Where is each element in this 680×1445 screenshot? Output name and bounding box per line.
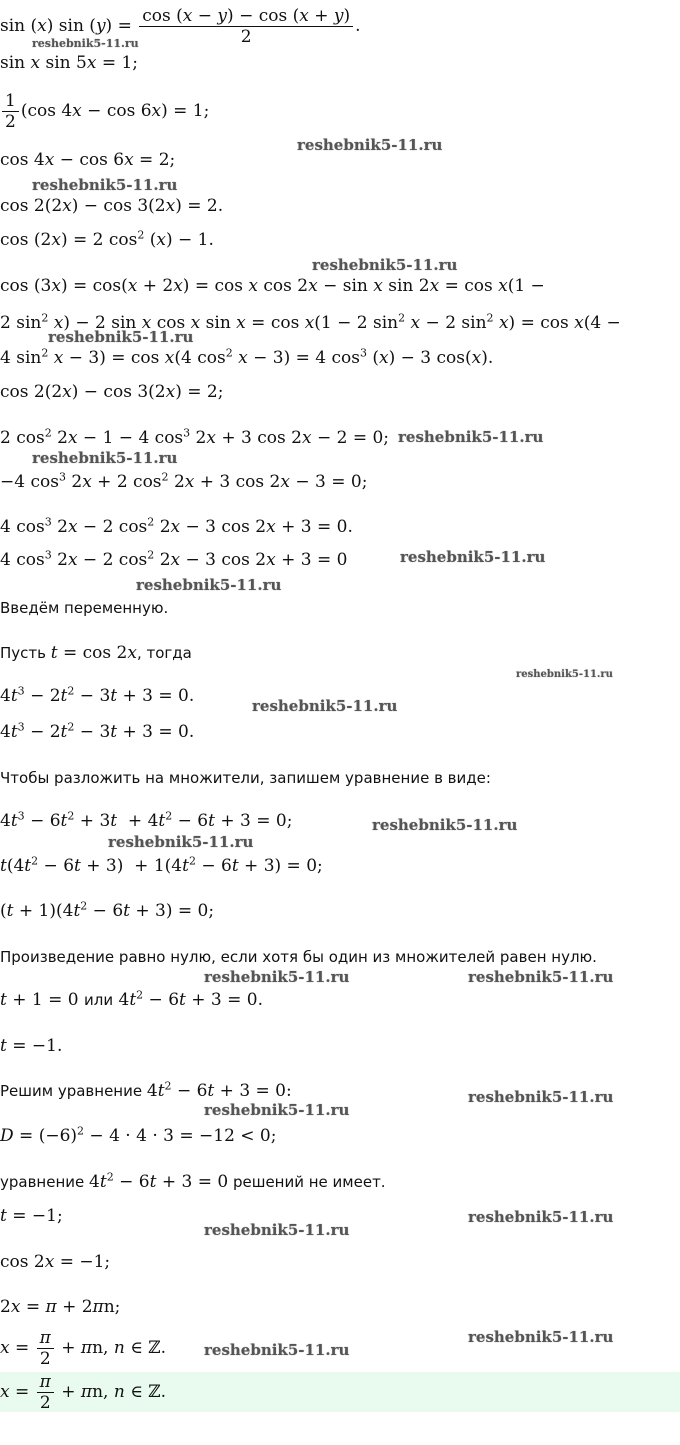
root-t: t = −1. [0,1036,63,1056]
watermark: reshebnik5-11.ru [398,428,544,446]
formula-triple-angle-line3: 4 $\sin^2 x - 3) = \cos x(4$ $\cos^2 x - 3) = 4$ $\cos^3 (x) - 3$ cos(x). [0,346,494,368]
formula-double-angle: cos (2x) = 2 $\cos^2 (x) - 1$. [0,228,214,250]
equation-expanded: 2 $\cos^2 2x - 1 - 4$ $\cos^3 2x + 3$ cos 2x − 2 = 0; [0,426,390,448]
equation-cubic: 4 $\cos^3 2x - 2$ $\cos^2 2x - 3$ cos 2x + 3 = 0. [0,515,353,537]
equation-cos2x: cos 2x = −1; [0,1252,111,1272]
watermark: reshebnik5-11.ru [204,968,350,986]
no-solutions-line: уравнение $4t^2 - 6t + 3 = 0$ решений не имеет. [0,1170,386,1192]
equation-rewritten-repeat: cos 2(2x) − cos 3(2x) = 2; [0,382,224,402]
watermark: reshebnik5-11.ru [252,697,398,715]
formula-triple-angle-line2: 2 $\sin^2 x) - 2$ sin x cos x sin x = cos x(1 − 2 $\sin^2 x - 2$ $\sin^2 x) = \cos x(4$ − [0,311,621,333]
solution-x: x = $\frac{\pi}{2}$ + πn, n ∈ ℤ. [0,1328,167,1369]
let-prefix: Пусть [0,644,46,662]
watermark: reshebnik5-11.ru [136,576,282,594]
intro-text: Введём переменную. [0,599,169,617]
watermark: reshebnik5-11.ru [372,816,518,834]
substitution-line: Пусть t = cos 2x, тогда [0,643,192,663]
equation-2x: 2x = π + 2πn; [0,1297,121,1317]
equation-grouped: $4t^3 - 6t^2 + 3t + 4t^2 - 6t + 3 = 0$; [0,809,293,831]
watermark: reshebnik5-11.ru [32,37,139,50]
watermark: reshebnik5-11.ru [516,669,613,680]
let-suffix: , тогда [136,644,192,662]
equation-cases: t + 1 = 0 или $4t^2 - 6t + 3 = 0$. [0,988,264,1010]
watermark: reshebnik5-11.ru [32,449,178,467]
no-solutions-text: решений не имеет. [232,1173,386,1191]
solve-quadratic-line: Решим уравнение $4t^2 - 6t + 3 = 0$: [0,1079,292,1101]
equation-word: уравнение [0,1173,85,1191]
equation-half-difference: $\frac{1}{2}$ (cos 4x − cos 6x) = 1; [0,91,209,132]
equation-cubic-repeat: 4 $\cos^3 2x - 2$ $\cos^2 2x - 3$ cos 2x + 3 = 0 [0,548,348,570]
equation-t-cubic: $4t^3 - 2t^2 - 3t + 3 = 0$. [0,684,195,706]
equation-t-cubic-repeat: $4t^3 - 2t^2 - 3t + 3 = 0$. [0,720,195,742]
equation-collected: −4 $\cos^3 2x + 2$ $\cos^2 2x + 3$ cos 2x − 3 = 0; [0,470,368,492]
watermark: reshebnik5-11.ru [204,1341,350,1359]
watermark: reshebnik5-11.ru [32,176,178,194]
watermark: reshebnik5-11.ru [204,1221,350,1239]
root-t-repeat: t = −1; [0,1206,63,1226]
watermark: reshebnik5-11.ru [468,1088,614,1106]
equation-difference: cos 4x − cos 6x = 2; [0,150,176,170]
solve-text: Решим уравнение [0,1082,143,1100]
formula-triple-angle-line1: cos (3x) = cos(x + 2x) = cos x cos 2x − sin x sin 2x = cos x(1 − [0,276,545,296]
watermark: reshebnik5-11.ru [468,968,614,986]
equation-factored-partial: $t(4t^2 - 6t + 3) + 1(4t^2 - 6t + 3) = 0$; [0,854,323,876]
watermark: reshebnik5-11.ru [297,136,443,154]
discriminant: $D = (-6)^2 - 4 \cdot 4 \cdot 3 = -12 < 0$; [0,1124,277,1146]
or-word: или [83,991,114,1009]
answer-x: x = $\frac{\pi}{2}$ + πn, n ∈ ℤ. [0,1372,167,1413]
watermark: reshebnik5-11.ru [108,833,254,851]
factor-text: Чтобы разложить на множители, запишем уравнение в виде: [0,769,491,787]
watermark: reshebnik5-11.ru [312,256,458,274]
equation-factored: $(t + 1)(4t^2 - 6t + 3) = 0$; [0,899,215,921]
formula-product-to-sum: sin (x) sin (y) = $\frac{\cos (x - y) - \cos (x + y)}{2}$ . [0,6,361,47]
product-text: Произведение равно нулю, если хотя бы один из множителей равен нулю. [0,948,597,966]
watermark: reshebnik5-11.ru [400,548,546,566]
equation-original: sin x sin 5x = 1; [0,53,139,73]
equation-rewritten: cos 2(2x) − cos 3(2x) = 2. [0,196,224,216]
watermark: reshebnik5-11.ru [48,328,194,346]
watermark: reshebnik5-11.ru [468,1328,614,1346]
watermark: reshebnik5-11.ru [204,1101,350,1119]
watermark: reshebnik5-11.ru [468,1208,614,1226]
